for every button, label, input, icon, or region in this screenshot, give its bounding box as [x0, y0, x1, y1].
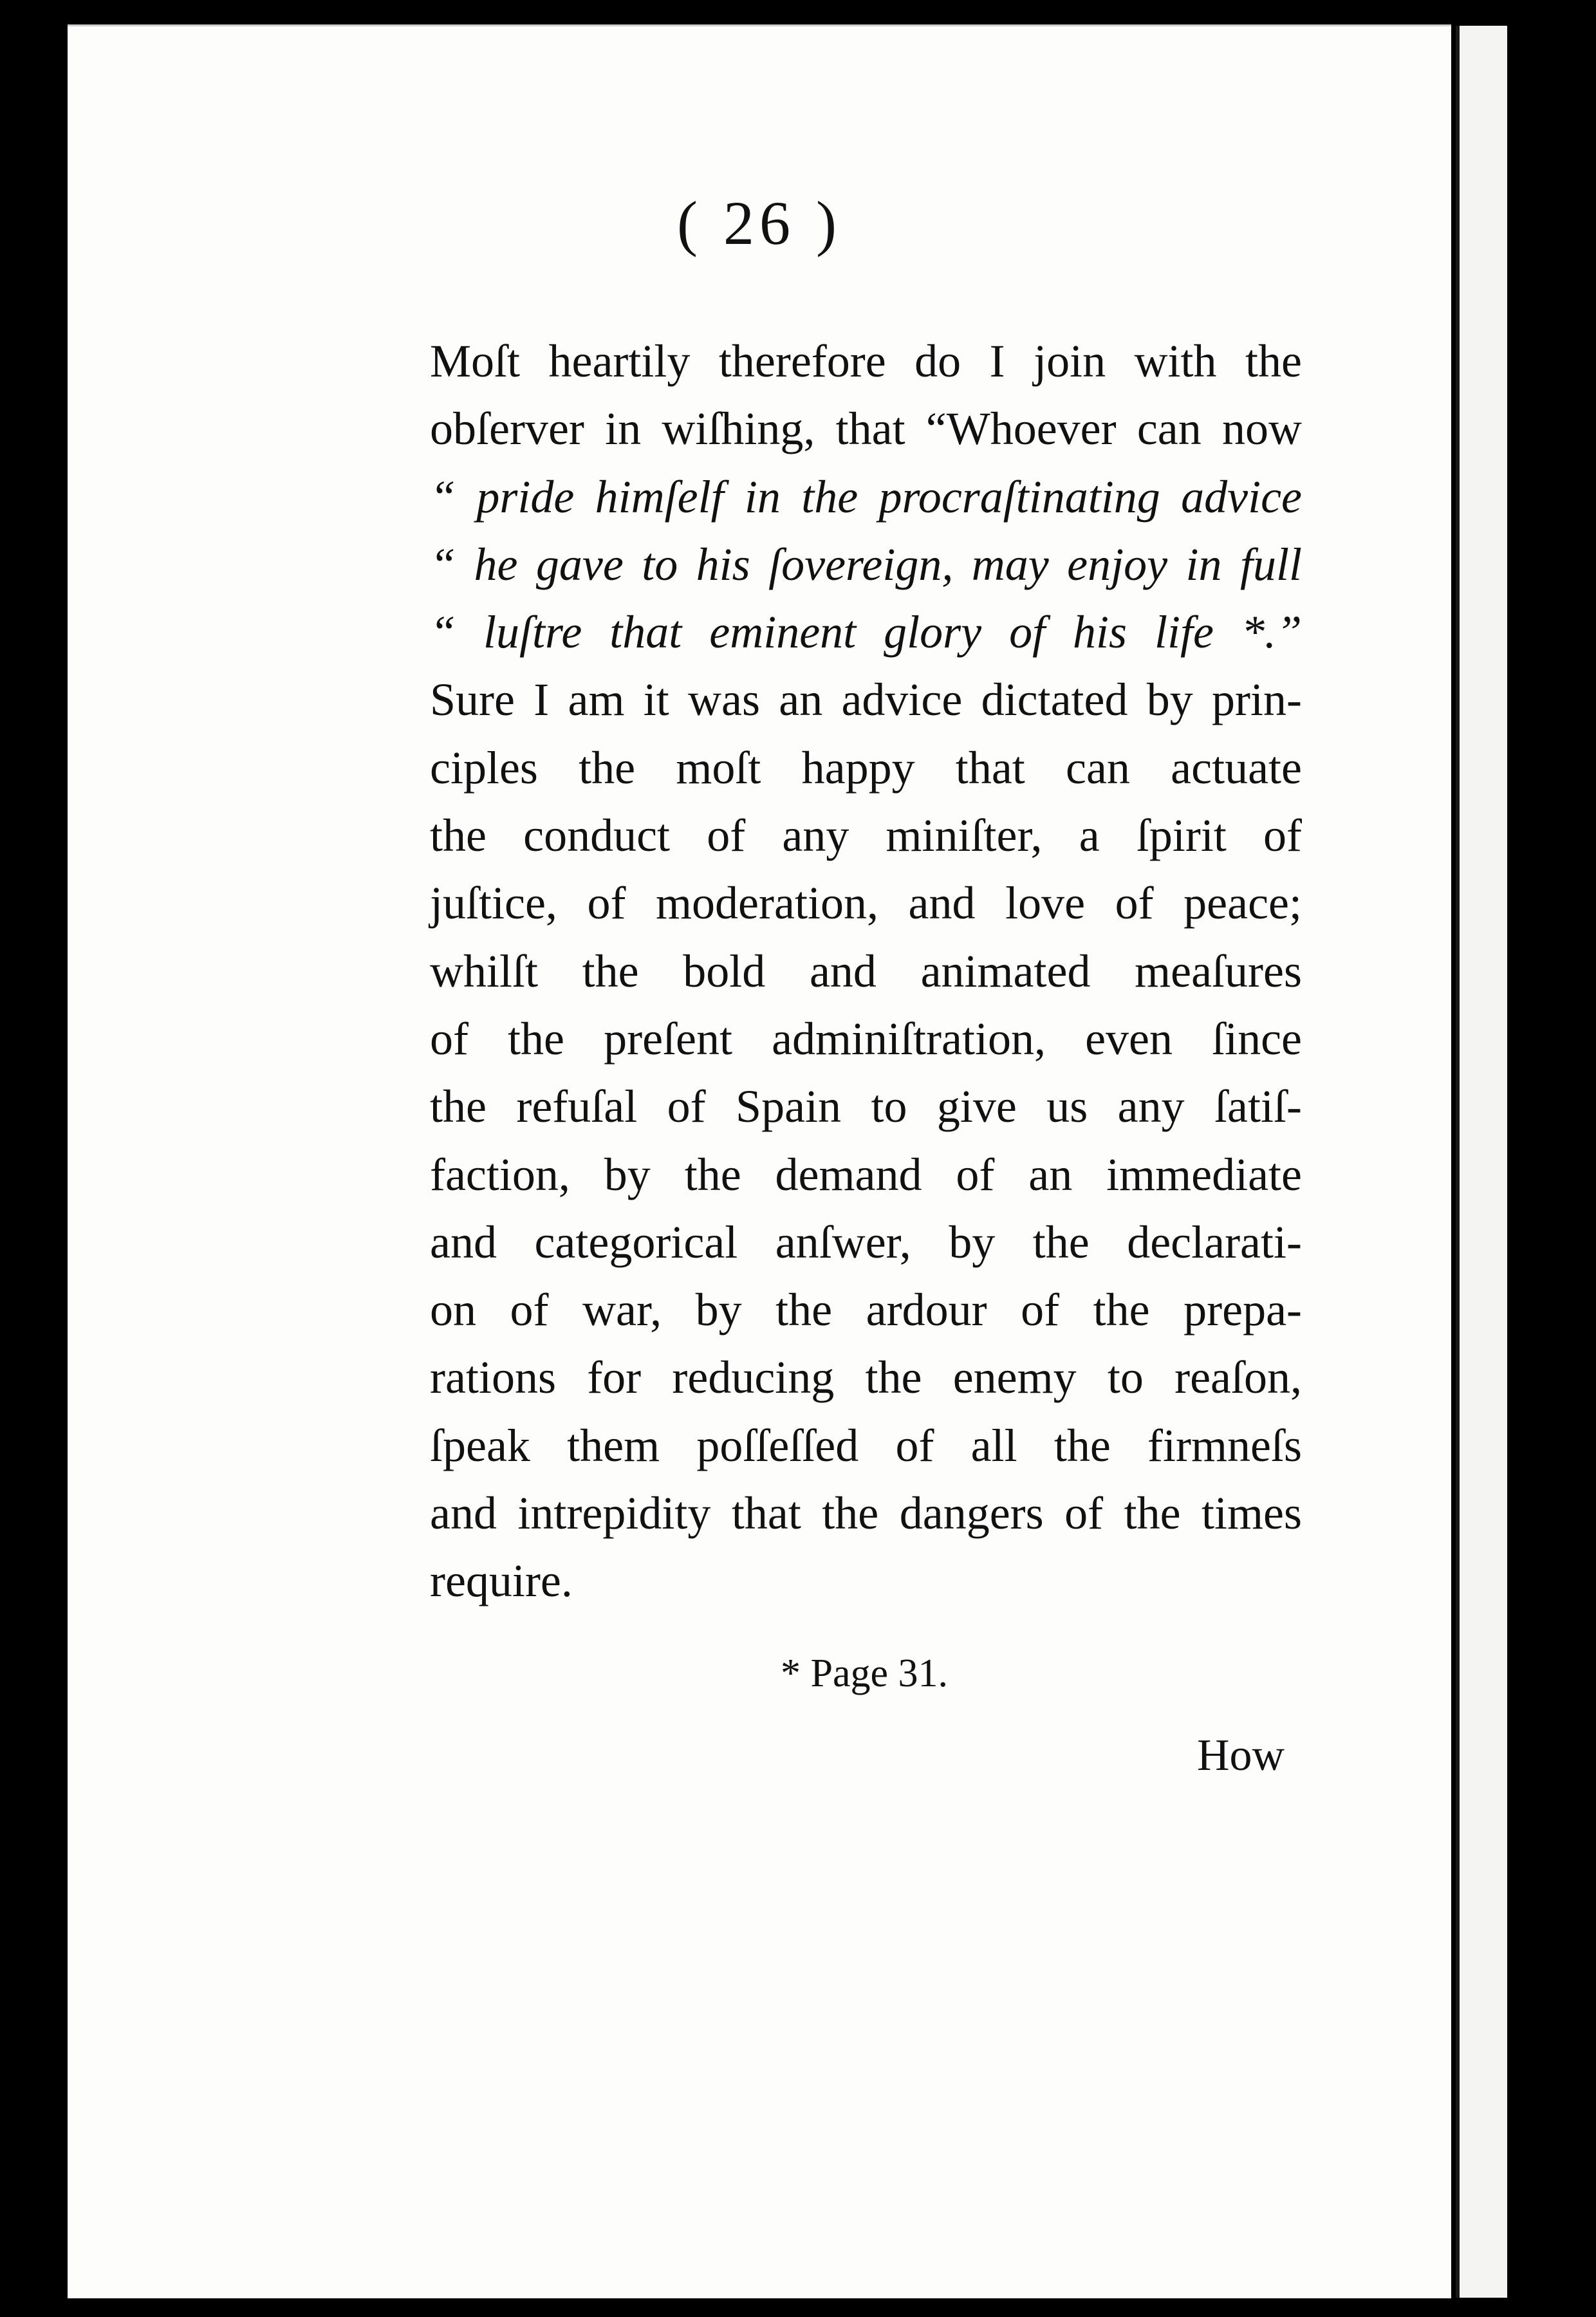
text-line: require.: [430, 1555, 573, 1607]
text-line: faction, by the demand of an immediate: [430, 1148, 1302, 1200]
scan-background: [1507, 0, 1596, 2317]
page-number: ( 26 ): [677, 189, 842, 257]
text-line: and categorical anſwer, by the declarati-: [430, 1216, 1302, 1268]
text-line: the conduct of any miniſter, a ſpirit of: [430, 810, 1302, 862]
text-line: on of war, by the ardour of the prepa-: [430, 1284, 1302, 1336]
body-text: [430, 328, 1302, 1615]
text-line: of the preſent adminiſtration, even ſince: [430, 1012, 1302, 1065]
text-line: rations for reducing the enemy to reaſon,: [430, 1352, 1302, 1404]
text-line: Moſt heartily therefore do I join with the: [430, 335, 1302, 387]
text-line: “ luſtre that eminent glory of his life *.”: [430, 606, 1302, 658]
footnote: * Page 31.: [781, 1652, 949, 1695]
text-line: juſtice, of moderation, and love of peace;: [430, 877, 1302, 929]
book-page: [68, 24, 1451, 2298]
text-line: Sure I am it was an advice dictated by prin-: [430, 674, 1302, 726]
text-line: “ he gave to his ſovereign, may enjoy in full: [430, 538, 1302, 590]
text-line: and intrepidity that the dangers of the times: [430, 1487, 1302, 1540]
adjacent-page-edge: [1456, 26, 1511, 2298]
text-line: whilſt the bold and animated meaſures: [430, 945, 1302, 997]
text-line: ſpeak them poſſeſſed of all the firmneſs: [430, 1419, 1302, 1471]
text-line: the refuſal of Spain to give us any ſatiſ-: [430, 1081, 1302, 1133]
text-line: “ pride himſelf in the procraſtinating advice: [430, 470, 1302, 523]
catchword: How: [1197, 1731, 1285, 1780]
text-line: obſerver in wiſhing, that “Whoever can now: [430, 403, 1302, 455]
text-line: ciples the moſt happy that can actuate: [430, 741, 1302, 794]
